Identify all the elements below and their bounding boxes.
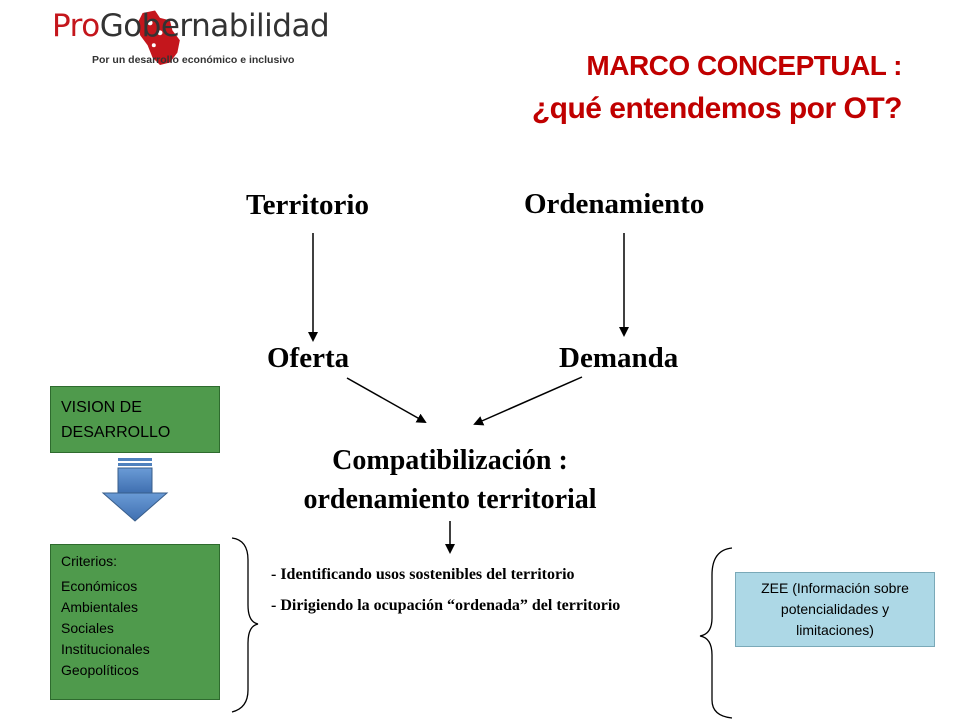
arrow-demanda-compat [475, 377, 582, 424]
compat-line2: ordenamiento territorial [303, 484, 597, 515]
compat-line1: Compatibilización : [332, 445, 568, 476]
arrow-oferta-compat [347, 378, 425, 422]
zee-box: ZEE (Información sobre potencialidades y limitaciones) [735, 572, 935, 647]
down-block-arrow-icon [103, 458, 167, 521]
right-brace-icon [232, 538, 258, 712]
bullet-list [271, 564, 651, 626]
label-demanda: Demanda [559, 342, 679, 374]
label-oferta: Oferta [267, 342, 350, 374]
criterios-box [50, 544, 220, 700]
criterios-item: Ambientales [61, 599, 139, 615]
criterios-item: Geopolíticos [61, 662, 139, 678]
slide-title-line2: ¿qué entendemos por OT? [531, 92, 902, 125]
logo-pro: Pro [52, 8, 100, 44]
label-compatibilizacion [250, 441, 650, 519]
logo-gobernabilidad: Gobernabilidad [99, 8, 330, 44]
criterios-heading: Criterios: [61, 553, 118, 569]
bullet-item: - Dirigiendo la ocupación “ordenada” del territorio [271, 597, 621, 614]
criterios-item: Institucionales [61, 641, 150, 657]
left-brace-icon [700, 548, 732, 718]
logo-tagline: Por un desarrollo económico e inclusivo [92, 54, 295, 66]
criterios-item: Económicos [61, 578, 138, 594]
label-territorio: Territorio [246, 189, 369, 221]
vision-box: VISION DE DESARROLLO [50, 386, 220, 453]
label-ordenamiento: Ordenamiento [524, 188, 705, 220]
criterios-item: Sociales [61, 620, 114, 636]
bullet-item: - Identificando usos sostenibles del territorio [271, 566, 575, 583]
slide-title-line1: MARCO CONCEPTUAL : [586, 50, 902, 81]
